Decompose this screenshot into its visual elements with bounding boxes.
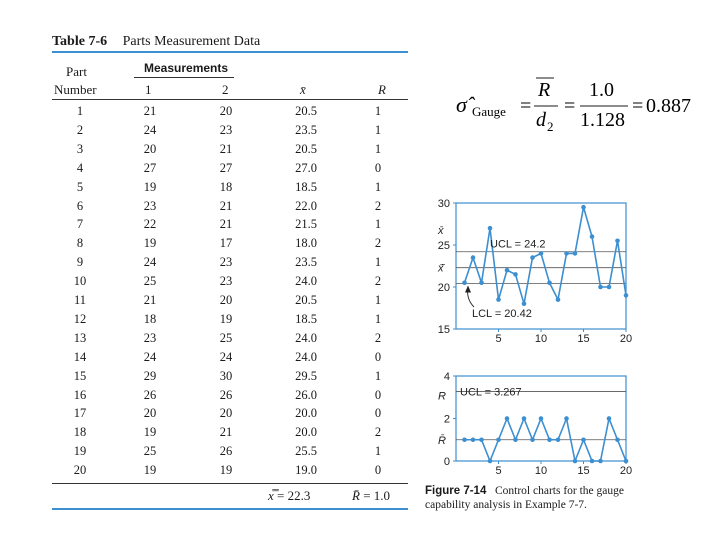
x-tick-label: 10 [534,465,548,477]
eq-equals-2: = [564,95,576,117]
part-cell: 13 [73,330,87,345]
part-cell: 12 [73,311,87,326]
gauge-sigma-equation [456,76,706,136]
x-tick-label: 5 [495,333,502,345]
figure-caption-text: Control charts for the gauge capability analysis in Example 7-7. [425,485,624,511]
m2-cell: 23 [219,274,233,289]
part-cell: 11 [73,293,87,307]
data-point [547,437,552,442]
eq-sub-gauge: Gauge [472,104,506,119]
table-row [52,369,408,388]
xbar-cell: 24.0 [295,274,317,289]
table-caption: Parts Measurement Data [122,34,261,49]
table-row [52,350,408,369]
data-point [607,416,612,421]
r-cell: 1 [374,368,382,383]
xbar-cell: 21.5 [295,217,317,232]
xbar-cell: 20.5 [295,104,317,118]
header-m1: 1 [145,82,152,97]
part-cell: 3 [76,141,84,156]
data-point [488,226,493,231]
data-point [522,302,527,307]
xbar-control-chart [420,195,635,347]
xbar-cell: 18.0 [295,236,317,251]
m1-cell: 21 [143,293,157,307]
r-cell: 2 [374,198,382,213]
data-point [624,293,629,298]
data-point [564,251,569,256]
x-tick-label: 15 [577,465,590,477]
r-cell: 1 [374,255,382,270]
data-point [581,205,586,210]
m1-cell: 27 [143,160,157,175]
xbar-cell: 22.0 [295,198,317,213]
table-title [52,34,260,50]
data-point [573,251,578,256]
eq-num1: R [538,79,551,101]
data-point [624,459,629,464]
part-cell: 2 [76,122,84,137]
xbar-cell: 18.5 [295,179,317,194]
rbar-value: 1.0 [373,488,391,503]
r-cell: 1 [374,444,382,459]
m2-cell: 21 [219,141,233,156]
r-cell: 1 [374,311,382,326]
footer-rbar: R̄ = 1.0 [352,488,391,503]
r-cell: 2 [374,425,382,440]
m1-cell: 21 [143,104,157,118]
data-point [564,416,569,421]
data-point [496,297,501,302]
m2-cell: 30 [219,368,233,383]
x-tick-label: 5 [495,465,502,477]
eq-sigma: σ̂ [456,92,467,117]
m2-cell: 20 [219,406,233,421]
center-line-label: R̄ [438,434,446,447]
data-point [462,437,467,442]
measurements-rule [134,77,234,78]
xbar-cell: 20.0 [295,425,317,440]
data-point [471,255,476,260]
footer-xbarbar: x̿ = 22.3 [268,488,311,503]
m2-cell: 18 [219,179,233,194]
m2-cell: 21 [219,198,233,213]
r-cell: 2 [374,236,382,251]
xbar-cell: 23.5 [295,122,317,137]
part-cell: 17 [73,406,87,421]
part-cell: 19 [73,444,87,459]
part-cell: 9 [76,255,84,270]
data-point [573,459,578,464]
table-row [52,142,408,161]
series-line [465,207,627,304]
r-cell: 1 [374,122,382,137]
m1-cell: 20 [143,406,157,421]
eq-den2: 1.128 [580,109,625,131]
y-axis-label: R [438,390,446,403]
data-point [530,255,535,260]
part-cell: 1 [76,104,84,118]
table-row [52,331,408,350]
data-point [547,281,552,286]
m2-cell: 17 [219,236,233,251]
data-point [539,416,544,421]
m1-cell: 24 [143,255,157,270]
data-point [505,268,510,273]
center-line-label: x̄̄ [438,262,444,275]
m2-cell: 26 [219,444,233,459]
table-row [52,406,408,425]
part-cell: 7 [76,217,84,232]
part-cell: 6 [76,198,84,213]
xbar-cell: 25.5 [295,444,317,459]
data-point [590,459,595,464]
part-cell: 20 [73,463,87,478]
data-point [513,272,518,277]
x-tick-label: 10 [534,333,548,345]
data-point [598,459,603,464]
table-row [52,388,408,407]
data-point [539,251,544,256]
part-cell: 16 [73,387,87,402]
m2-cell: 19 [219,311,233,326]
m2-cell: 20 [219,293,233,307]
m2-cell: 25 [219,330,233,345]
xbar-cell: 20.5 [295,293,317,307]
header-xbar: x̄ [300,82,306,97]
data-point [522,416,527,421]
r-cell: 1 [374,179,382,194]
m2-cell: 23 [219,122,233,137]
data-point [471,437,476,442]
table-bottom-rule [52,508,408,510]
data-point [530,437,535,442]
part-cell: 10 [73,274,87,289]
m1-cell: 25 [143,274,157,289]
r-cell: 1 [374,293,382,307]
part-cell: 18 [73,425,87,440]
figure-caption [425,484,635,512]
table-row [52,161,408,180]
xbar-cell: 19.0 [295,463,317,478]
m1-cell: 23 [143,198,157,213]
header-rule [52,99,408,100]
y-tick-label: 2 [443,413,450,426]
r-cell: 0 [374,387,382,402]
ucl-label: UCL = 3.267 [460,386,522,399]
table-row [52,425,408,444]
eq-result: 0.887 [646,95,691,117]
m1-cell: 23 [143,330,157,345]
xbar-cell: 23.5 [295,255,317,270]
data-point [556,297,561,302]
data-point [513,437,518,442]
xbar-cell: 27.0 [295,160,317,175]
eq-den1: d [536,109,546,131]
y-tick-label: 20 [437,282,450,294]
m2-cell: 27 [219,160,233,175]
header-r: R [378,82,386,97]
r-cell: 2 [374,330,382,345]
m2-cell: 24 [219,349,233,364]
eq-equals-3: = [632,95,644,117]
ucl-label: UCL = 24.2 [490,238,546,251]
table-row [52,217,408,236]
data-point [496,437,501,442]
data-point [479,281,484,286]
m1-cell: 26 [143,387,157,402]
header-number: Number [54,82,97,97]
table-row [52,312,408,331]
r-cell: 0 [374,160,382,175]
data-point [505,416,510,421]
data-point [556,437,561,442]
lcl-arrowhead [465,285,471,292]
part-cell: 4 [76,160,84,175]
data-point [581,437,586,442]
m2-cell: 19 [219,463,233,478]
data-point [607,285,612,290]
m2-cell: 21 [219,217,233,232]
part-cell: 14 [73,349,87,364]
x-tick-label: 20 [619,333,633,345]
xbar-cell: 20.0 [295,406,317,421]
table-row [52,293,408,312]
body-bottom-rule [52,483,408,484]
r-cell: 1 [374,141,382,156]
header-m2: 2 [222,82,229,97]
header-part: Part [66,64,87,79]
part-cell: 5 [76,179,84,194]
m1-cell: 20 [143,141,157,156]
x-tick-label: 20 [619,465,633,477]
xbar-cell: 29.5 [295,368,317,383]
table-row [52,444,408,463]
table-row [52,463,408,482]
data-point [615,239,620,244]
xbar-cell: 24.0 [295,349,317,364]
r-cell: 0 [374,463,382,478]
xbarbar-value: 22.3 [287,488,311,503]
y-tick-label: 4 [443,371,450,383]
r-cell: 1 [374,217,382,232]
table-top-rule [52,51,408,53]
m1-cell: 19 [143,463,157,478]
data-point [615,437,620,442]
m1-cell: 24 [143,349,157,364]
xbar-cell: 26.0 [295,387,317,402]
m1-cell: 19 [143,179,157,194]
table-row [52,274,408,293]
y-tick-label: 30 [437,198,450,210]
xbar-cell: 20.5 [295,141,317,156]
y-tick-label: 15 [437,324,450,336]
m2-cell: 26 [219,387,233,402]
part-cell: 15 [73,368,87,383]
r-cell: 1 [374,104,382,118]
header-measurements: Measurements [144,61,229,75]
x-tick-label: 15 [577,333,590,345]
xbar-cell: 18.5 [295,311,317,326]
eq-den1-sub: 2 [547,119,554,134]
m1-cell: 22 [143,217,157,232]
y-axis-label: x̄ [438,225,444,238]
eq-num2: 1.0 [589,79,614,101]
xbar-cell: 24.0 [295,330,317,345]
table-label: Table 7-6 [52,34,108,49]
m1-cell: 19 [143,236,157,251]
table-row [52,255,408,274]
data-point [479,437,484,442]
m2-cell: 23 [219,255,233,270]
m1-cell: 25 [143,444,157,459]
m1-cell: 24 [143,122,157,137]
table-row [52,104,408,123]
table-row [52,199,408,218]
r-cell: 0 [374,406,382,421]
m2-cell: 21 [219,425,233,440]
r-cell: 2 [374,274,382,289]
table-row [52,236,408,255]
m1-cell: 18 [143,311,157,326]
eq-equals-1: = [520,95,532,117]
table-row [52,123,408,142]
data-point [462,281,467,286]
m1-cell: 29 [143,368,157,383]
part-cell: 8 [76,236,84,251]
data-point [590,234,595,239]
data-point [488,459,493,464]
r-cell: 0 [374,349,382,364]
table-row [52,180,408,199]
y-tick-label: 0 [443,456,450,468]
y-tick-label: 25 [437,240,450,252]
lcl-label: LCL = 20.42 [472,308,532,320]
range-control-chart [420,368,635,480]
data-point [598,285,603,290]
figure-label: Figure 7-14 [425,485,487,497]
m2-cell: 20 [219,104,233,118]
m1-cell: 19 [143,425,157,440]
